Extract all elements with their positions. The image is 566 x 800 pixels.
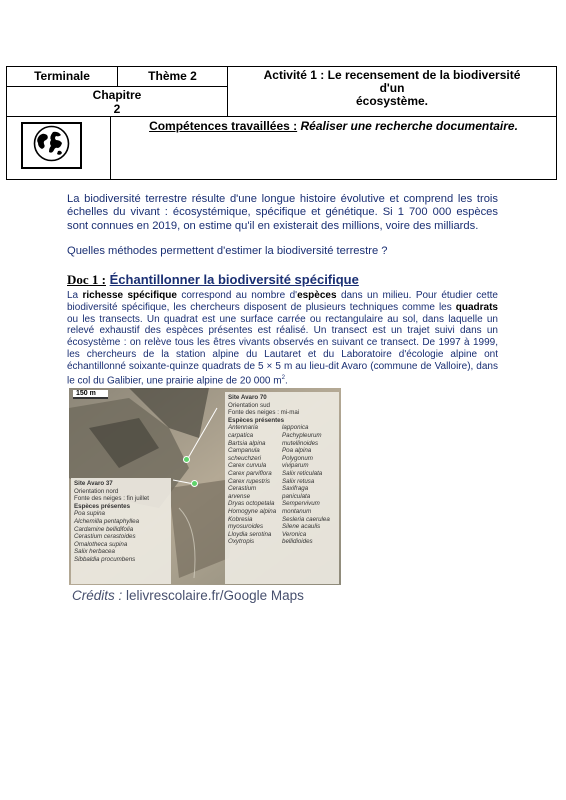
site-70-name: Site Avaro 70 xyxy=(228,394,267,401)
species-item: Dryas octopetala xyxy=(228,500,275,508)
site-37-marker xyxy=(191,480,198,487)
site-37-orientation: Orientation nord xyxy=(74,487,119,495)
species-item: Cerastium cerastoides xyxy=(74,533,136,541)
doc1-text-part: . xyxy=(284,374,288,386)
species-item: Sesleria caerulea xyxy=(282,515,330,523)
activity-title-line1: Activité 1 : Le recensement de la biodiversité xyxy=(263,68,521,82)
species-item: paniculata xyxy=(282,492,311,500)
species-item: Cardamine bellidifolia xyxy=(74,525,134,533)
species-item: Homogyne alpina xyxy=(228,507,277,515)
site-37-panel xyxy=(71,478,171,584)
species-item: Salix reticulata xyxy=(282,469,323,477)
site-70-species-col2 xyxy=(282,424,336,546)
site-37-species-list xyxy=(74,510,171,563)
species-item: Sibbaldia procumbens xyxy=(74,555,136,563)
species-item: Salix retusa xyxy=(282,477,315,485)
species-item: Omalotheca supina xyxy=(74,540,128,548)
species-item: bellidioides xyxy=(282,538,313,546)
doc1-text-part: dans un milieu. Pour étudier cette biodiversité spécifique, les chercheurs disposent de plusieurs techniques comme les xyxy=(67,290,498,313)
site-70-species-col1 xyxy=(228,424,282,546)
species-item: Bartsia alpina xyxy=(228,439,266,447)
term-quadrats: quadrats xyxy=(455,301,498,313)
competences-value: Réaliser une recherche documentaire. xyxy=(300,119,518,133)
site-70-marker xyxy=(183,456,190,463)
site-37-name: Site Avaro 37 xyxy=(74,480,113,487)
superscript-2: 2 xyxy=(281,374,285,381)
activity-title-line2: d'un xyxy=(379,81,405,95)
credits-source: lelivrescolaire.fr/Google Maps xyxy=(126,588,304,603)
species-item: Pachypleurum xyxy=(282,431,322,439)
species-item: arvense xyxy=(228,492,251,500)
species-item: Sempervivum xyxy=(282,500,320,508)
competences-cell xyxy=(111,117,556,179)
term-especes: espèces xyxy=(297,290,337,301)
activity-title-line3: écosystème. xyxy=(355,94,429,108)
doc1-heading xyxy=(67,272,359,288)
species-item: lapponica xyxy=(282,424,309,432)
doc1-text-part: correspond au nombre d' xyxy=(176,290,298,301)
species-item: Silene acaulis xyxy=(282,523,321,531)
logo-cell xyxy=(7,117,111,179)
species-item: scheuchzeri xyxy=(228,454,262,462)
site-70-orientation: Orientation sud xyxy=(228,401,270,409)
site-37-species-label: Espèces présentes xyxy=(74,502,131,510)
species-item: Antennaria xyxy=(228,424,258,432)
species-item: Campanula xyxy=(228,447,260,455)
site-70-panel xyxy=(225,392,339,584)
aerial-map-figure xyxy=(69,388,341,585)
doc1-title: Échantillonner la biodiversité spécifique xyxy=(109,272,359,287)
species-item: Polygonum xyxy=(282,454,313,462)
site-70-snowmelt: Fonte des neiges : mi-mai xyxy=(228,409,300,417)
species-item: Veronica xyxy=(282,530,307,538)
level-cell: Terminale xyxy=(7,67,118,87)
theme-cell: Thème 2 xyxy=(118,67,228,87)
species-item: Carex parviflora xyxy=(228,469,272,477)
credits-label: Crédits : xyxy=(72,588,123,603)
doc1-paragraph xyxy=(67,290,498,387)
header-table xyxy=(6,66,557,180)
doc1-text-part: La xyxy=(67,290,83,301)
chapter-cell xyxy=(7,87,228,117)
competences-label: Compétences travaillées : xyxy=(149,119,298,133)
image-credits xyxy=(72,588,304,603)
species-item: Oxytropis xyxy=(228,538,255,546)
site-37-snowmelt: Fonte des neiges : fin juillet xyxy=(74,495,149,503)
species-item: Poa alpina xyxy=(282,447,312,455)
species-item: Saxifraga xyxy=(282,485,309,493)
intro-paragraph: La biodiversité terrestre résulte d'une longue histoire évolutive et comprend les trois échelles du vivant : écosystémique, spécifique et génétique. Si 1 700 000 espèces sont connues en 2019, on estime qu'il en existerait des millions, voire des milliards. xyxy=(67,193,498,232)
species-item: Lloydia serotina xyxy=(228,530,272,538)
chapter-label: Chapitre xyxy=(92,88,142,102)
species-item: Carex curvula xyxy=(228,462,267,470)
species-item: Carex rupestris xyxy=(228,477,270,485)
doc1-label: Doc 1 : xyxy=(67,272,106,287)
activity-title-cell xyxy=(228,67,556,117)
species-item: Cerastium xyxy=(228,485,257,493)
guiding-question: Quelles méthodes permettent d'estimer la biodiversité terrestre ? xyxy=(67,245,388,257)
species-item: montanum xyxy=(282,507,312,515)
term-richesse-specifique: richesse spécifique xyxy=(82,290,177,301)
map-scale: 150 m xyxy=(73,390,108,399)
species-item: mutellinoides xyxy=(282,439,319,447)
doc1-text-part: ou les transects. Un quadrat est une surface carrée ou rectangulaire au sol, dans laquelle un relevé exhaustif des espèces présentes est réalisé. Un transect est un trajet suivi dans un écosystème : on relève tous les êtres vivants observés en suivant ce transect. De 1997 à 1999, les chercheurs de la station alpine du Lautaret et du Laboratoire d'écologie alpine ont échantillonné soixante-quinze quadrats de 5 × 5 m au lieu-dit Avaro (commune de Valloire), dans le col du Galibier, une prairie alpine de 20 000 m xyxy=(67,313,498,386)
chapter-number: 2 xyxy=(113,102,121,116)
species-item: Poa supina xyxy=(74,510,105,518)
species-item: Alchemilla pentaphyllea xyxy=(74,517,140,525)
earth-globe-icon xyxy=(21,122,82,169)
species-item: carpatica xyxy=(228,431,254,439)
species-item: Salix herbacea xyxy=(74,548,115,556)
species-item: viviparum xyxy=(282,462,309,470)
species-item: Kobresia xyxy=(228,515,253,523)
species-item: myosuroides xyxy=(228,523,264,531)
site-70-species-label: Espèces présentes xyxy=(228,416,285,424)
